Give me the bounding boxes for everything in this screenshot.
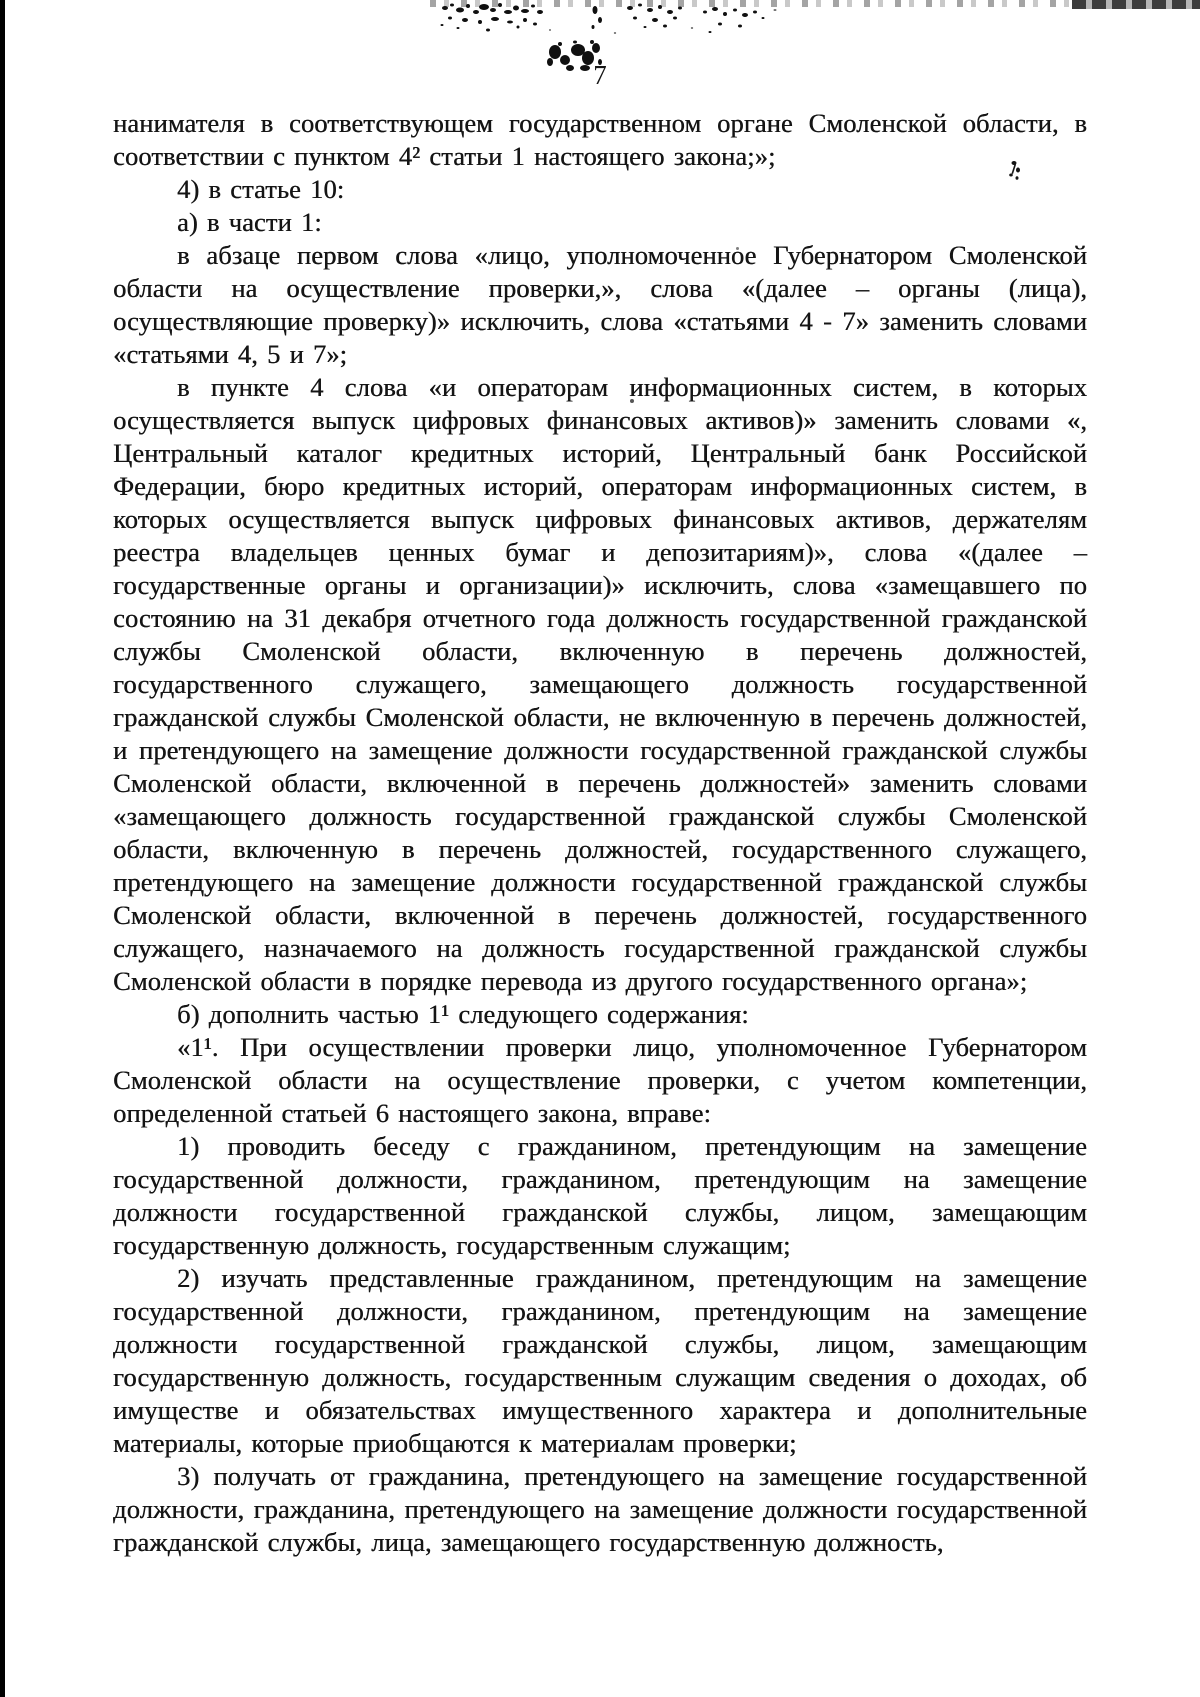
scan-edge-strip (0, 0, 5, 1697)
paragraph-punkt-4: в пункте 4 слова «и операторам информационных систем, в которых осуществляется выпуск цифровых финансовых активов)» заменить словами «, Центральный каталог кредитных историй, Центральный банк Российской Федерации, бюро кредитных историй, операторам информационных систем, в которых осуществляется выпуск цифровых финансовых активов, держателям реестра владельцев ценных бумаг и депозитариям)», слова «(далее – государственные органы и организации)» исключить, слова «замещавшего по состоянию на 31 декабря отчетного года должность государственной гражданской службы Смоленской области, включенную в перечень должностей, государственного служащего, замещающего должность государственной гражданской службы Смоленской области, не включенную в перечень должностей, и претендующего на замещение должности государственной гражданской службы Смоленской области, включенной в перечень должностей» заменить словами «замещающего должность государственной гражданской службы Смоленской области, включенную в перечень должностей, государственного служащего, претендующего на замещение должности государственной гражданской службы Смоленской области, включенной в перечень должностей, государственного служащего, назначаемого на должность государственной гражданской службы Смоленской области в порядке перевода из другого государственного органа»; (113, 372, 1087, 996)
paragraph-point-2: 2) изучать представленные гражданином, претендующим на замещение государственной должности, гражданином, претендующим на замещение должности государственной гражданской службы, лицом, замещающим государственную должность, государственным служащим сведения о доходах, об имуществе и обязательствах имущественного характера и дополнительные материалы, которые приобщаются к материалам проверки; (113, 1263, 1087, 1458)
paragraph-point-1: 1) проводить беседу с гражданином, претендующим на замещение государственной должности, гражданином, претендующим на замещение должности государственной гражданской службы, лицом, замещающим государственную должность, государственным служащим; (113, 1131, 1087, 1260)
document-text (113, 107, 1087, 1559)
page-number: 7 (593, 60, 607, 90)
paragraph-subitem-a: а) в части 1: (177, 207, 322, 237)
paragraph-subitem-b: б) дополнить частью 1¹ следующего содержания: (177, 999, 749, 1029)
paragraph-item-4: 4) в статье 10: (177, 174, 345, 204)
scan-top-corner-artifact (1072, 0, 1200, 9)
paragraph-abzac-pervyi: в абзаце первом слова «лицо, уполномоченное Губернатором Смоленской области на осуществление проверки,», слова «(далее – органы (лица), осуществляющие проверку)» исключить, слова «статьями 4 - 7» заменить словами «статьями 4, 5 и 7»; (113, 240, 1087, 369)
paragraph-continuation: нанимателя в соответствующем государственном органе Смоленской области, в соответствии с пунктом 4² статьи 1 настоящего закона;»; (113, 108, 1087, 171)
paragraph-part-1-1: «1¹. При осуществлении проверки лицо, уполномоченное Губернатором Смоленской области на осуществление проверки, с учетом компетенции, определенной статьей 6 настоящего закона, вправе: (113, 1032, 1087, 1128)
paragraph-point-3: 3) получать от гражданина, претендующего на замещение государственной должности, гражданина, претендующего на замещение должности государственной гражданской службы, лица, замещающего государственную должность, (113, 1461, 1087, 1557)
